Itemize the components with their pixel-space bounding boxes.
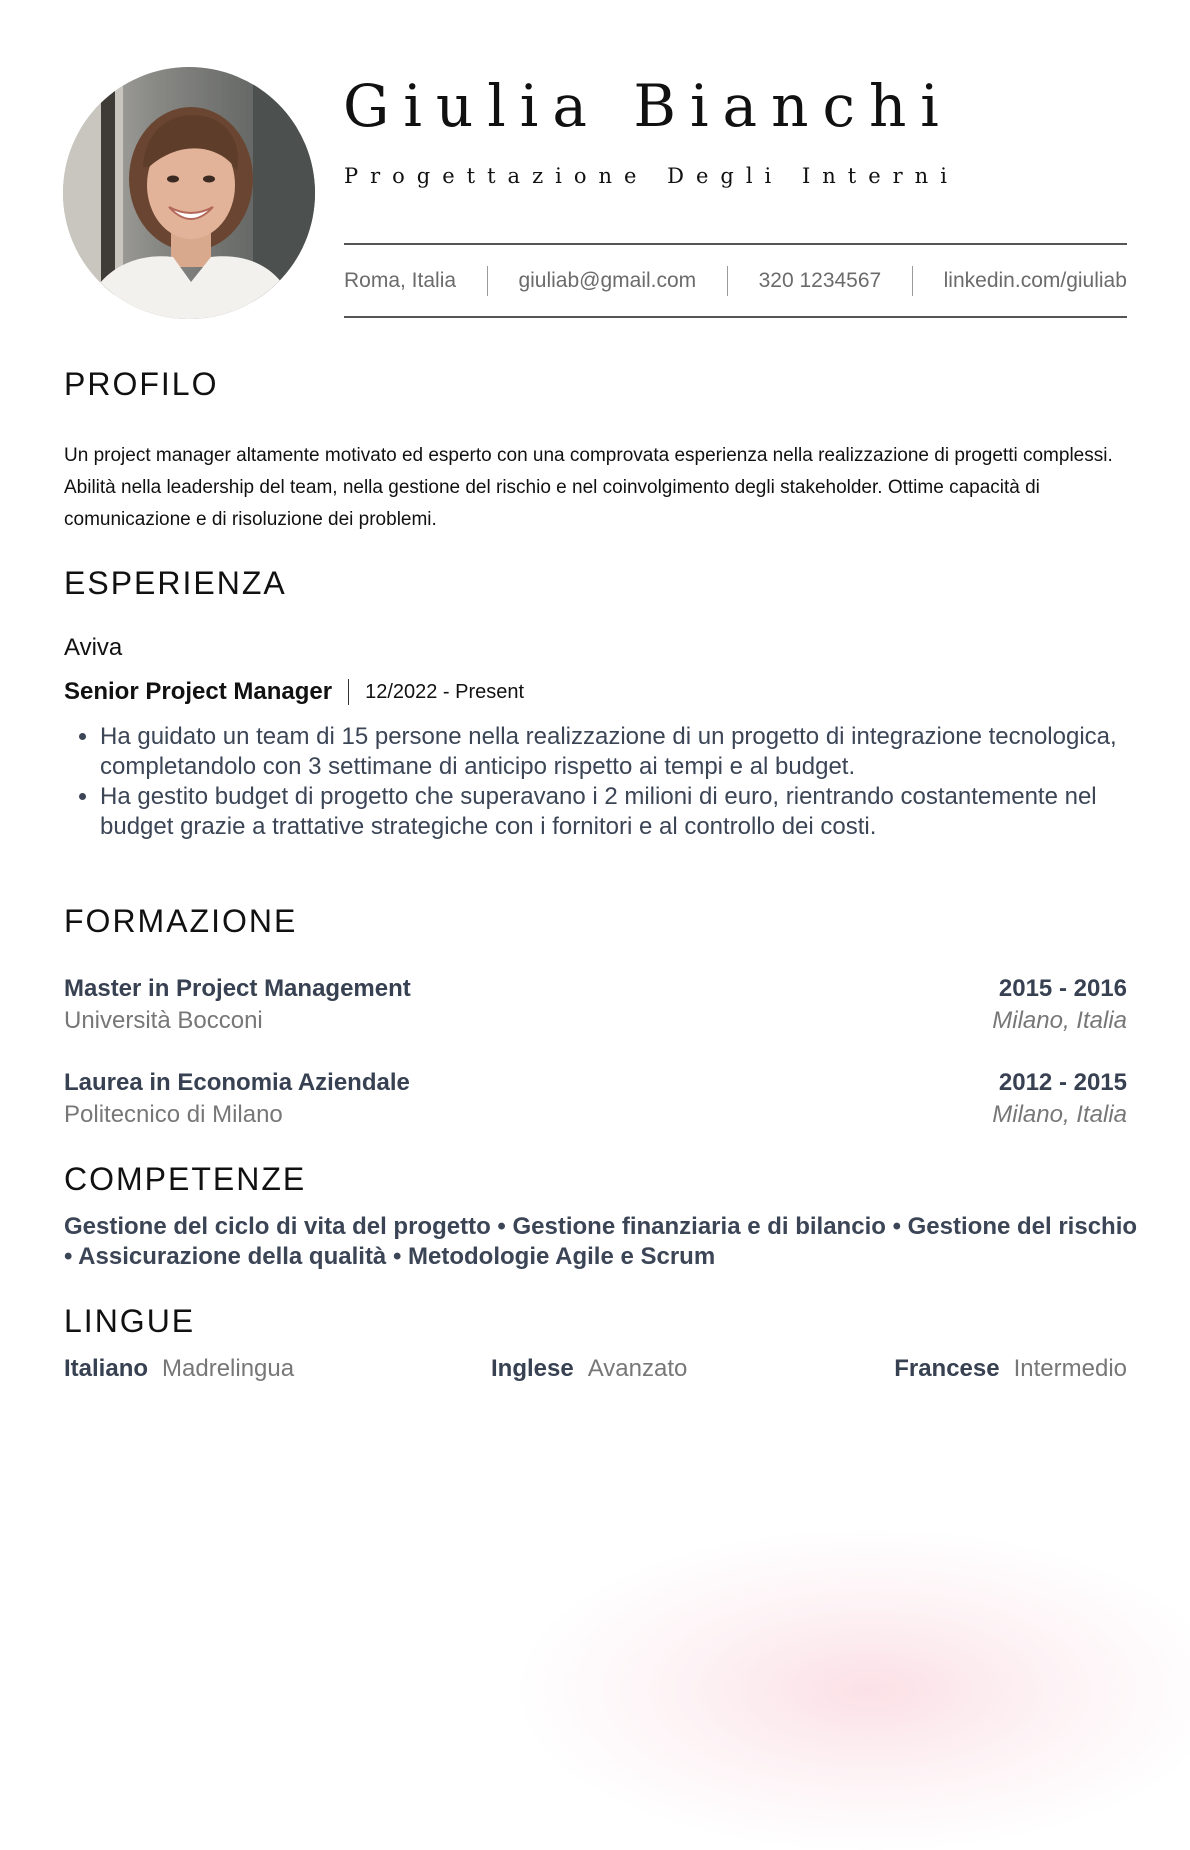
candidate-name: Giulia Bianchi <box>343 72 953 140</box>
contact-location: Roma, Italia <box>344 268 457 292</box>
language-item <box>491 1355 687 1383</box>
language-name: Italiano <box>64 1355 149 1382</box>
experience-bullet: • Ha guidato un team di 15 persone nella realizzazione di un progetto di integrazione tecnologica, completandolo con 3 settimane di anticipo rispetto ai tempi e al budget. <box>100 722 1170 782</box>
section-title-education: FORMAZIONE <box>64 903 298 939</box>
experience-bullet: • Ha gestito budget di progetto che superavano i 2 milioni di euro, rientrando costantemente nel budget grazie a trattative strategiche con i fornitori e al controllo dei costi. <box>100 782 1170 842</box>
education-location: Milano, Italia <box>992 1007 1127 1034</box>
contact-divider <box>487 266 488 296</box>
experience-company: Aviva <box>64 634 123 661</box>
education-degree: Laurea in Economia Aziendale <box>64 1069 410 1096</box>
language-level: Avanzato <box>587 1355 688 1382</box>
section-title-skills: COMPETENZE <box>64 1161 307 1197</box>
section-title-profile: PROFILO <box>64 366 219 402</box>
profile-photo <box>63 67 315 319</box>
language-name: Francese <box>894 1355 1000 1382</box>
language-item <box>64 1355 294 1383</box>
education-years: 2015 - 2016 <box>998 975 1127 1002</box>
section-title-languages: LINGUE <box>64 1303 196 1339</box>
languages-row <box>64 1355 1127 1385</box>
education-school: Politecnico di Milano <box>64 1101 283 1128</box>
education-school: Università Bocconi <box>64 1007 263 1034</box>
language-level: Madrelingua <box>162 1355 295 1382</box>
experience-dates: 12/2022 - Present <box>365 680 525 703</box>
skills-list: Gestione del ciclo di vita del progetto • Gestione finanziaria e di bilancio • Gestione del rischio • Assicurazione della qualità • Metodologie Agile e Scrum <box>64 1213 1138 1270</box>
language-name: Inglese <box>491 1355 574 1382</box>
experience-bullets <box>64 722 1170 842</box>
language-item <box>894 1355 1127 1383</box>
language-level: Intermedio <box>1013 1355 1127 1382</box>
education-degree: Master in Project Management <box>64 975 411 1002</box>
profile-summary: Un project manager altamente motivato ed esperto con una comprovata esperienza nella realizzazione di progetti complessi. Abilità nella leadership del team, nella gestione del rischio e nel coinvolgimento degli stakeholder. Ottime capacità di comunicazione e di risoluzione dei problemi. <box>64 445 1113 530</box>
contact-email[interactable]: giuliab@gmail.com <box>518 268 697 292</box>
contact-bar <box>344 243 1127 318</box>
contact-linkedin[interactable]: linkedin.com/giuliab <box>943 268 1127 292</box>
contact-phone[interactable]: 320 1234567 <box>758 268 882 292</box>
contact-divider <box>912 266 913 296</box>
education-years: 2012 - 2015 <box>998 1069 1127 1096</box>
candidate-subtitle: Progettazione Degli Interni <box>344 164 959 188</box>
section-title-experience: ESPERIENZA <box>64 565 287 601</box>
experience-role: Senior Project Manager <box>64 678 333 705</box>
role-divider <box>348 679 349 705</box>
contact-divider <box>727 266 728 296</box>
education-location: Milano, Italia <box>992 1101 1127 1128</box>
background-glow <box>520 1530 1190 1850</box>
experience-role-line <box>64 678 524 706</box>
